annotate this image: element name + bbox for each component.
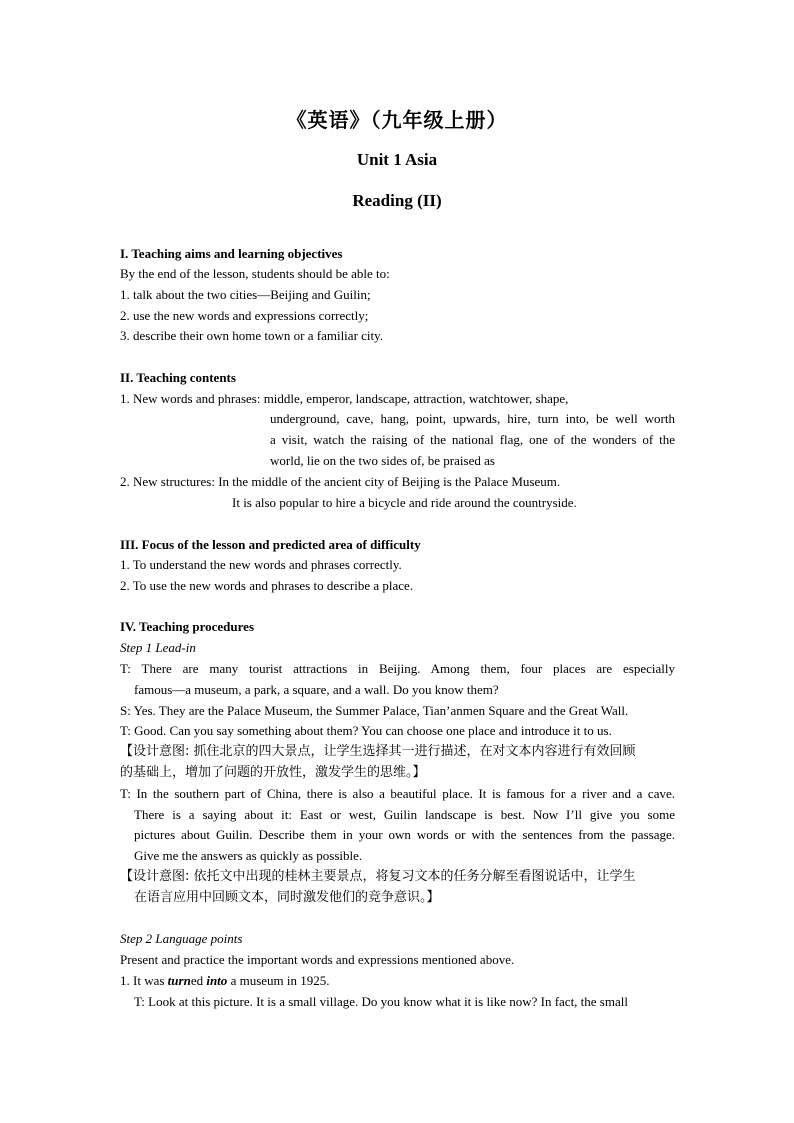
- aims-item: 3. describe their own home town or a familiar city.: [120, 328, 384, 343]
- new-structures-line: It is also popular to hire a bicycle and ride around the countryside.: [232, 495, 577, 510]
- step-heading: Step 1 Lead-in: [120, 640, 196, 655]
- dialogue-line: famous—a museum, a park, a square, and a wall. Do you know them?: [134, 682, 499, 697]
- dialogue-line: S: Yes. They are the Palace Museum, the Summer Palace, Tian’anmen Square and the Great Wall.: [120, 703, 629, 718]
- focus-item: 1. To understand the new words and phrases correctly.: [120, 557, 402, 572]
- reading-title: Reading (II): [352, 191, 442, 210]
- new-words-line: underground, cave, hang, point, upwards, hire, turn into, be well worth: [270, 411, 675, 426]
- document-title: 《英语》（九年级上册）: [286, 108, 508, 132]
- dialogue-line: T: Look at this picture. It is a small village. Do you know what it is like now? In fact, the small: [134, 994, 628, 1009]
- dialogue-line: T: There are many tourist attractions in Beijing. Among them, four places are especially: [120, 661, 675, 676]
- new-structures-line: 2. New structures: In the middle of the ancient city of Beijing is the Palace Museum.: [120, 474, 561, 489]
- section-heading-aims: I. Teaching aims and learning objectives: [120, 246, 343, 261]
- language-point-example: [120, 972, 675, 989]
- step-heading: Step 2 Language points: [120, 931, 243, 946]
- design-note: 在语言应用中回顾文本，同时激发他们的竞争意识。】: [134, 890, 440, 905]
- dialogue-line: T: Good. Can you say something about them? You can choose one place and introduce it to us.: [120, 723, 612, 738]
- dialogue-line: There is a saying about it: East or west, Guilin landscape is best. Now I’ll give you some: [134, 807, 675, 822]
- aims-item: 1. talk about the two cities—Beijing and Guilin;: [120, 287, 371, 302]
- new-words-line: 1. New words and phrases: middle, emperor, landscape, attraction, watchtower, shape,: [120, 391, 569, 406]
- focus-item: 2. To use the new words and phrases to describe a place.: [120, 578, 414, 593]
- lp-keyword: turn: [167, 973, 191, 988]
- lp-keyword: into: [206, 973, 228, 988]
- section-heading-contents: II. Teaching contents: [120, 370, 236, 385]
- design-note: 【设计意图: 抓住北京的四大景点，让学生选择其一进行描述，在对文本内容进行有效回顾: [120, 744, 636, 759]
- lp-text: ed: [190, 973, 207, 988]
- language-points-intro: Present and practice the important words and expressions mentioned above.: [120, 952, 515, 967]
- section-heading-procedures: IV. Teaching procedures: [120, 619, 255, 634]
- design-note: 的基础上，增加了问题的开放性，激发学生的思维。】: [120, 765, 426, 780]
- aims-intro: By the end of the lesson, students should be able to:: [120, 266, 390, 281]
- dialogue-line: Give me the answers as quickly as possible.: [134, 848, 363, 863]
- aims-item: 2. use the new words and expressions correctly;: [120, 308, 369, 323]
- lp-text: 1. It was: [120, 973, 168, 988]
- lp-text: a museum in 1925.: [227, 973, 330, 988]
- dialogue-line: pictures about Guilin. Describe them in your own words or with the sentences from the passage.: [134, 827, 675, 842]
- unit-title: Unit 1 Asia: [356, 150, 438, 169]
- section-heading-focus: III. Focus of the lesson and predicted area of difficulty: [120, 537, 421, 552]
- dialogue-line: T: In the southern part of China, there is also a beautiful place. It is famous for a river and a cave.: [120, 786, 675, 801]
- design-note: 【设计意图: 依托文中出现的桂林主要景点，将复习文本的任务分解至看图说话中，让学生: [120, 869, 636, 884]
- new-words-line: world, lie on the two sides of, be praised as: [270, 453, 495, 468]
- new-words-line: a visit, watch the raising of the national flag, one of the wonders of the: [270, 432, 675, 447]
